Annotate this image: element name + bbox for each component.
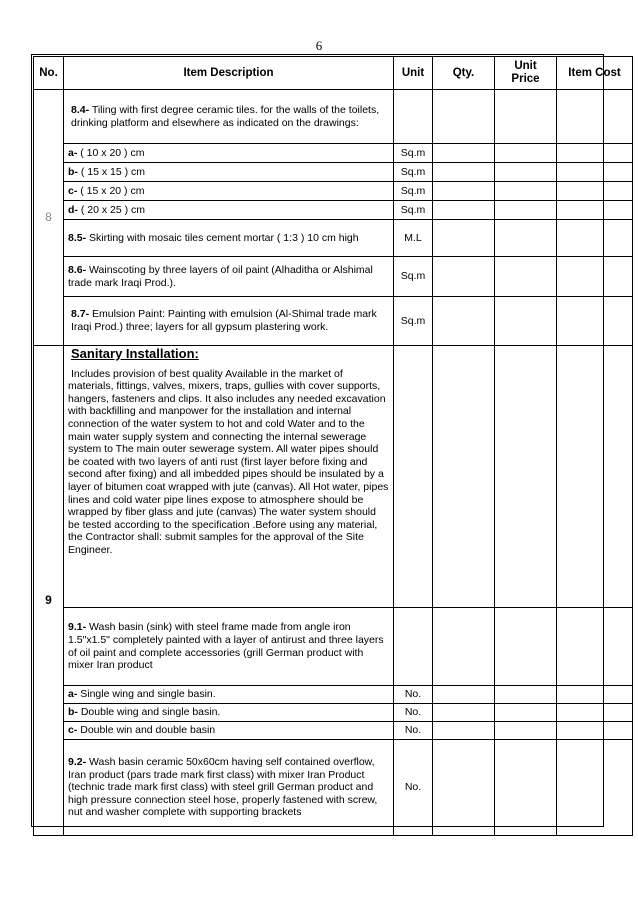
item-number-9: 9 [34,346,64,836]
header-unit: Unit [394,57,433,90]
header-no: No. [34,57,64,90]
item-8-4-description: 8.4- Tiling with first degree ceramic tiles. for the walls of the toilets, drinking platform and elsewhere as indicated on the drawings: [64,90,394,144]
header-unit-price: Unit Price [495,57,557,90]
item-9-1-description: 9.1- Wash basin (sink) with steel frame made from angle iron 1.5"x1.5" completely painted with a layer of antirust and three layers of oil paint and complete accessories (grill German product with mixer Iran product [64,608,394,686]
table-row [34,686,633,704]
unit-cell: Sq.m [394,201,433,220]
table-row [34,297,633,346]
unit-cell: Sq.m [394,182,433,201]
unit-cell: No. [394,740,433,836]
unit-cell: No. [394,722,433,740]
header-row [34,57,633,90]
table-row [34,90,633,144]
item-9-1-c: c- Double win and double basin [64,722,394,740]
table-row [34,346,633,608]
sanitary-intro-text: Includes provision of best quality Available in the market of materials, fittings, valves, mixers, traps, gullies with cover supports, hangers, fasteners and clips. It also includes any needed excavation with backfilling and manpower for the installation and internal connection of the water system to hot and cold Water and to the main water supply system and connecting the internal sewerage system to The main outer sewerage system. All water pipes should be coated with two layers of anti rust (first layer before fixing and second after fixing) and all imbedded pipes should be insulated by a layer of bitumen coat wrapped with jute (canvas). All Hot water, pipes lines and cold water pipe lines expose to atmosphere should be wrapped by fiber glass and jute (canvas) The water system should be tested according to the specification .Before using any material, the Contractor shall: submit samples for the approval of the Site Engineer. [68,367,389,556]
section-title: Sanitary Installation: [71,346,199,361]
item-8-4-c: c- ( 15 x 20 ) cm [64,182,394,201]
table-row [34,608,633,686]
item-8-5-description: 8.5- Skirting with mosaic tiles cement mortar ( 1:3 ) 10 cm high [64,220,394,257]
table-row [34,182,633,201]
item-number-8: 8 [34,90,64,346]
item-8-6-description: 8.6- Wainscoting by three layers of oil paint (Alhaditha or Alshimal trade mark Iraqi Prod.). [64,257,394,297]
table-row [34,163,633,182]
page-number: 6 [315,38,323,53]
item-9-1-b: b- Double wing and single basin. [64,704,394,722]
table-row [34,201,633,220]
item-8-4-b: b- ( 15 x 15 ) cm [64,163,394,182]
table-row [34,740,633,836]
table-row [34,704,633,722]
unit-cell: Sq.m [394,257,433,297]
item-8-4-d: d- ( 20 x 25 ) cm [64,201,394,220]
header-description: Item Description [64,57,394,90]
item-9-2-description: 9.2- Wash basin ceramic 50x60cm having self contained overflow, Iran product (pars trade mark first class) with mixer Iran Product (technic trade mark first class) with steel grill German product and high pressure connection steel hose, properly fastened with screw, nut and washer complete with supporting brackets [64,740,394,836]
unit-cell: Sq.m [394,163,433,182]
bill-of-quantities-table [33,56,633,836]
unit-cell: Sq.m [394,144,433,163]
unit-cell: No. [394,686,433,704]
table-row [34,257,633,297]
sanitary-installation-description [64,346,394,608]
header-item-cost: Item Cost [557,57,633,90]
header-qty: Qty. [433,57,495,90]
table-row [34,722,633,740]
item-9-1-a: a- Single wing and single basin. [64,686,394,704]
table-row [34,220,633,257]
item-8-7-description: 8.7- Emulsion Paint: Painting with emulsion (Al-Shimal trade mark Iraqi Prod.) three; layers for all gypsum plastering work. [64,297,394,346]
item-8-4-a: a- ( 10 x 20 ) cm [64,144,394,163]
unit-cell: M.L [394,220,433,257]
unit-cell: Sq.m [394,297,433,346]
table-row [34,144,633,163]
unit-cell: No. [394,704,433,722]
